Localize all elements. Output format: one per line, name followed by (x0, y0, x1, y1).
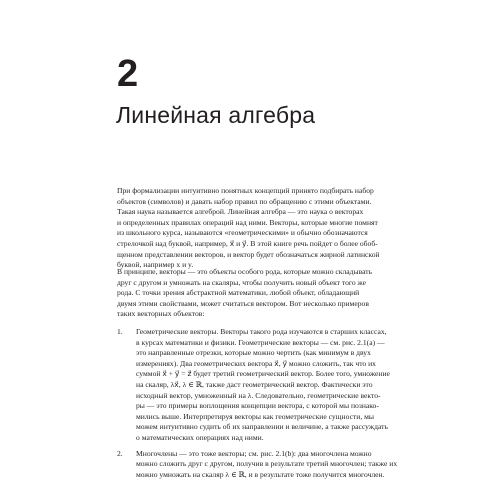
text-line: это направленные отрезки, которые можно чертить (как минимум в двух (136, 348, 371, 358)
text-line: суммой x⃗ + y⃗ = z⃗ будет третий геометрический вектор. Более того, умножение (136, 369, 390, 379)
text-line: можем интуитивно судить об их направлении и величине, а также рассуждать (136, 422, 388, 432)
text-line: друг с другом и умножать на скаляры, чтобы получить новый объект того же (117, 277, 367, 287)
chapter-title: Линейная алгебра (116, 102, 316, 128)
text-line: и определенных правилах операций над ними. Векторы, которые многие помнят (117, 217, 378, 227)
text-line: Многочлены — это тоже векторы; см. рис. 2.1(b): два многочлена можно (136, 448, 372, 458)
text-line: исходный вектор, умноженный на λ. Следовательно, геометрические векто- (136, 390, 381, 400)
text-line: При формализации интуитивно понятных концепций принято подбирать набор (117, 186, 374, 195)
text-line: двумя этими свойствами, может считаться вектором. Вот несколько примеров (117, 298, 369, 308)
text-line: в курсах математики и физики. Геометрические векторы — см. рис. 2.1(a) — (136, 337, 385, 347)
text-line: буквой, например x и y. (117, 260, 194, 270)
text-line: щенном представлении векторов, и вектор будет обозначаться жирной латинской (117, 249, 380, 259)
text-line: В принципе, векторы — это объекты особого рода, которые можно складывать (117, 267, 373, 276)
text-line: таких векторных объектов: (117, 309, 205, 319)
list-item (117, 327, 390, 444)
text-line: о математических операциях над ними. (136, 432, 264, 442)
list-item (117, 448, 398, 481)
text-line: мились выше. Интерпретируя векторы как геометрические сущности, мы (136, 411, 375, 421)
text-line: рода. С точки зрения абстрактной математики, любой объект, обладающий (117, 288, 360, 298)
paragraph-vectors (117, 267, 385, 320)
text-line: Такая наука называется алгеброй. Линейная алгебра — это наука о векторах (117, 207, 364, 217)
text-line: ры — это примеры воплощения концепции вектора, с которой мы познако- (136, 401, 379, 411)
text-line: объектов (символов) и давать набор правил по обращению с этими объектами. (117, 196, 372, 206)
text-line: можно сложить друг с другом, получив в результате третий многочлен; также их (136, 459, 398, 469)
text-line: можно умножать на скаляр λ ∈ ℝ, и в результате тоже получится многочлен. (136, 469, 385, 479)
text-line: Геометрические векторы. Векторы такого рода изучаются в старших классах, (136, 327, 387, 336)
paragraph-intro (117, 186, 385, 271)
text-line: из школьного курса, называются «геометрическими» и обычно обозначаются (117, 228, 368, 238)
text-line: стрелочкой над буквой, например, x⃗ и y⃗. В этой книге речь пойдет о более обоб- (117, 238, 378, 248)
list-item-number: 2. (117, 448, 123, 458)
chapter-number: 2 (117, 53, 139, 95)
numbered-list (117, 327, 398, 485)
text-line: на скаляр, λx⃗, λ ∈ ℝ, также даст геометрический вектор. Фактически это (136, 379, 373, 389)
list-item-number: 1. (117, 327, 123, 336)
text-line: измерениях). Два геометрических вектора x⃗, y⃗ можно сложить, так что их (136, 358, 376, 368)
